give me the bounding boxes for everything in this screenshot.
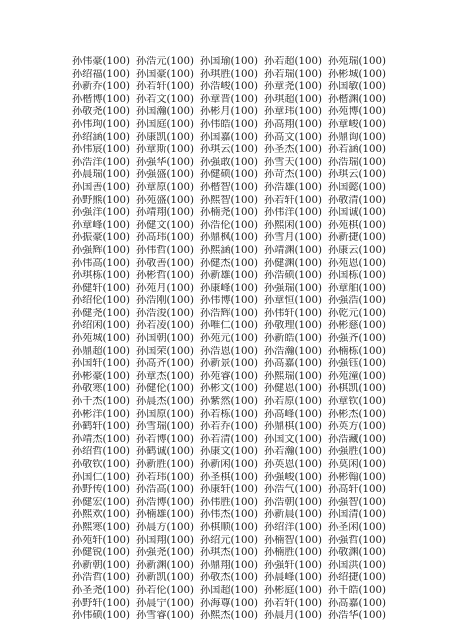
name-score-entry: 孙国文(100) <box>264 433 322 445</box>
name-score-entry: 孙莫闲(100) <box>328 459 386 470</box>
name-score-entry: 孙靖翔(100) <box>136 207 194 219</box>
name-score-entry: 孙浩伦(100) <box>200 219 258 231</box>
name-score-entry: 孙新皓(100) <box>264 333 322 345</box>
name-score-entry: 孙琪云(100) <box>200 144 258 156</box>
name-score-entry: 孙苑瑞(100) <box>328 56 386 67</box>
name-score-entry: 孙健伦(100) <box>136 383 194 395</box>
name-score-entry: 孙晨宁(100) <box>136 597 194 609</box>
name-score-entry: 孙浩高(100) <box>136 484 194 496</box>
name-score-entry: 孙敬理(100) <box>264 320 322 332</box>
name-score-entry: 孙康文(100) <box>200 446 258 458</box>
name-score-entry: 孙绍洋(100) <box>264 521 322 533</box>
name-score-entry: 孙琪超(100) <box>264 93 322 105</box>
name-score-entry: 孙国翔(100) <box>136 534 194 546</box>
name-score-entry: 孙若轩(100) <box>264 194 322 206</box>
name-score-entry: 孙敬钦(100) <box>72 459 130 470</box>
name-score-entry: 孙健文(100) <box>136 219 194 231</box>
name-score-entry: 孙新乔(100) <box>72 81 130 93</box>
name-score-entry: 孙新胜(100) <box>136 459 194 470</box>
name-score-entry: 孙强轩(100) <box>264 559 322 571</box>
name-score-entry: 孙熙瑞(100) <box>264 370 322 382</box>
name-score-entry: 孙绍闲(100) <box>72 320 130 332</box>
name-score-entry: 孙康凯(100) <box>136 131 194 143</box>
name-score-entry: 孙熙欢(100) <box>72 509 130 521</box>
name-score-entry: 孙靖杰(100) <box>72 433 130 445</box>
name-score-entry: 孙棋顺(100) <box>200 521 258 533</box>
name-score-entry: 孙熙杰(100) <box>200 610 258 622</box>
name-score-entry: 孙绍伦(100) <box>72 295 130 307</box>
name-score-entry: 孙国懿(100) <box>328 181 386 193</box>
name-score-entry: 孙楷博(100) <box>72 93 130 105</box>
name-score-entry: 孙强哲(100) <box>328 534 386 546</box>
name-score-entry: 孙强峻(100) <box>264 471 322 483</box>
name-score-entry: 孙熙智(100) <box>200 194 258 206</box>
name-score-entry: 孙若玮(100) <box>136 471 194 483</box>
name-score-entry: 孙伟胜(100) <box>200 496 258 508</box>
name-score-entry: 孙绍涵(100) <box>72 131 130 143</box>
name-score-entry: 孙彬杰(100) <box>328 408 386 420</box>
name-score-list <box>72 56 402 623</box>
name-score-entry: 孙健渊(100) <box>264 257 322 269</box>
name-score-entry: 孙强钰(100) <box>328 358 386 370</box>
name-score-entry: 孙熙闲(100) <box>264 219 322 231</box>
name-score-entry: 孙强敢(100) <box>200 156 258 168</box>
name-score-entry: 孙鼎翔(100) <box>200 559 258 571</box>
name-score-entry: 孙若乔(100) <box>200 421 258 433</box>
name-score-entry: 孙伟珣(100) <box>72 118 130 130</box>
name-score-entry: 孙晨杰(100) <box>136 396 194 408</box>
name-score-entry: 孙国轩(100) <box>72 358 130 370</box>
name-score-entry: 孙楠胜(100) <box>264 547 322 559</box>
name-score-entry: 孙雪瑞(100) <box>136 421 194 433</box>
name-score-entry: 孙若原(100) <box>264 396 322 408</box>
name-score-entry: 孙新闲(100) <box>200 459 258 470</box>
name-score-entry: 孙英方(100) <box>328 421 386 433</box>
name-score-entry: 孙浩硕(100) <box>264 270 322 282</box>
name-score-entry: 孙千杰(100) <box>72 396 130 408</box>
name-score-entry: 孙健宏(100) <box>72 496 130 508</box>
name-score-entry: 孙圣杰(100) <box>264 144 322 156</box>
name-score-entry: 孙浩峻(100) <box>200 81 258 93</box>
name-score-entry: 孙紫然(100) <box>200 396 258 408</box>
name-score-entry: 孙康云(100) <box>328 244 386 256</box>
name-score-entry: 孙彬城(100) <box>328 68 386 80</box>
name-score-entry: 孙浩雄(100) <box>264 181 322 193</box>
name-score-entry: 孙章尧(100) <box>264 81 322 93</box>
name-score-entry: 孙国诚(100) <box>328 207 386 219</box>
name-score-entry: 孙圣闲(100) <box>328 521 386 533</box>
name-score-entry: 孙英恩(100) <box>264 459 322 470</box>
name-score-entry: 孙若轩(100) <box>264 597 322 609</box>
name-score-entry: 孙健硕(100) <box>200 169 258 181</box>
name-score-entry: 孙伟杰(100) <box>200 509 258 521</box>
name-score-entry: 孙苑棋(100) <box>328 219 386 231</box>
name-score-entry: 孙国清(100) <box>328 509 386 521</box>
name-score-entry: 孙若瑞(100) <box>264 68 322 80</box>
name-score-entry: 孙高文(100) <box>264 131 322 143</box>
name-score-entry: 孙敬清(100) <box>328 194 386 206</box>
name-score-entry: 孙乾元(100) <box>328 307 386 319</box>
name-score-entry: 孙琪云(100) <box>328 169 386 181</box>
name-score-entry: 孙高峰(100) <box>264 408 322 420</box>
name-score-entry: 孙伟宸(100) <box>72 144 130 156</box>
name-score-entry: 孙野熊(100) <box>72 194 130 206</box>
name-score-entry: 孙章钦(100) <box>328 396 386 408</box>
name-score-entry: 孙强智(100) <box>328 496 386 508</box>
name-score-entry: 孙章舶(100) <box>328 282 386 294</box>
name-score-entry: 孙雪月(100) <box>264 232 322 244</box>
name-score-entry: 孙健杰(100) <box>200 257 258 269</box>
name-score-entry: 孙新渊(100) <box>136 559 194 571</box>
name-score-entry: 孙新凯(100) <box>136 572 194 584</box>
name-score-entry: 孙圣尧(100) <box>72 584 130 596</box>
name-score-entry: 孙苑月(100) <box>136 282 194 294</box>
name-score-entry: 孙章恒(100) <box>264 295 322 307</box>
name-score-entry: 孙高玮(100) <box>136 232 194 244</box>
name-score-entry: 孙海尊(100) <box>200 597 258 609</box>
name-score-entry: 孙若凌(100) <box>136 320 194 332</box>
name-score-entry: 孙浩朝(100) <box>264 496 322 508</box>
name-score-entry: 孙国嘉(100) <box>200 131 258 143</box>
name-score-entry: 孙伟豪(100) <box>72 56 130 67</box>
name-score-entry: 孙绍捷(100) <box>328 572 386 584</box>
name-score-entry: 孙鼎超(100) <box>72 345 130 357</box>
name-score-entry: 孙琪杰(100) <box>200 547 258 559</box>
name-score-entry: 孙国超(100) <box>200 584 258 596</box>
name-score-entry: 孙伟洋(100) <box>264 207 322 219</box>
name-score-entry: 孙新景(100) <box>200 358 258 370</box>
name-score-entry: 孙绍福(100) <box>72 68 130 80</box>
name-score-entry: 孙国荣(100) <box>136 345 194 357</box>
name-score-entry: 孙国原(100) <box>136 408 194 420</box>
name-score-entry: 孙浩浚(100) <box>136 307 194 319</box>
name-score-entry: 孙国朝(100) <box>136 333 194 345</box>
name-score-entry: 孙国瑜(100) <box>200 56 258 67</box>
name-score-entry: 孙棋凯(100) <box>328 383 386 395</box>
name-score-entry: 孙伟哲(100) <box>136 244 194 256</box>
name-score-entry: 孙苑元(100) <box>200 333 258 345</box>
name-score-entry: 孙楷智(100) <box>200 181 258 193</box>
name-score-entry: 孙健尧(100) <box>72 307 130 319</box>
name-score-entry: 孙高齐(100) <box>136 358 194 370</box>
name-score-entry: 孙浩哲(100) <box>72 572 130 584</box>
name-score-entry: 孙楠智(100) <box>264 534 322 546</box>
name-score-entry: 孙楷渊(100) <box>328 93 386 105</box>
name-score-entry: 孙强盛(100) <box>136 169 194 181</box>
name-score-entry: 孙国豪(100) <box>136 68 194 80</box>
name-score-entry: 孙若轩(100) <box>136 81 194 93</box>
name-score-entry: 孙彬文(100) <box>200 383 258 395</box>
name-score-entry: 孙晨峰(100) <box>264 572 322 584</box>
name-score-entry: 孙熙涵(100) <box>200 244 258 256</box>
name-score-entry: 孙琪胜(100) <box>200 68 258 80</box>
name-score-entry: 孙苑城(100) <box>72 333 130 345</box>
name-score-entry: 孙国仁(100) <box>72 471 130 483</box>
name-score-entry: 孙琪栋(100) <box>72 270 130 282</box>
name-score-entry: 孙唯仁(100) <box>200 320 258 332</box>
name-score-entry: 孙野传(100) <box>72 484 130 496</box>
name-score-entry: 孙伟硕(100) <box>72 610 130 622</box>
name-score-entry: 孙彬豪(100) <box>72 370 130 382</box>
name-score-entry: 孙浩刚(100) <box>136 295 194 307</box>
name-score-entry: 孙敬渊(100) <box>328 547 386 559</box>
name-score-entry: 孙伟高(100) <box>72 257 130 269</box>
name-score-entry: 孙高翔(100) <box>264 118 322 130</box>
name-score-entry: 孙苛杰(100) <box>264 169 322 181</box>
name-score-entry: 孙国敏(100) <box>328 81 386 93</box>
name-score-entry: 孙苑潼(100) <box>328 370 386 382</box>
name-score-entry: 孙章斯(100) <box>136 144 194 156</box>
name-score-entry: 孙若清(100) <box>200 433 258 445</box>
name-score-entry: 孙强齐(100) <box>328 333 386 345</box>
name-score-entry: 孙健锐(100) <box>72 547 130 559</box>
name-score-entry: 孙鼎枫(100) <box>200 232 258 244</box>
name-score-entry: 孙国栋(100) <box>328 270 386 282</box>
name-score-entry: 孙彬庭(100) <box>264 584 322 596</box>
name-score-entry: 孙章杰(100) <box>136 370 194 382</box>
name-score-entry: 孙圣棋(100) <box>200 471 258 483</box>
name-score-entry: 孙浩瑞(100) <box>328 156 386 168</box>
name-score-entry: 孙若栋(100) <box>200 408 258 420</box>
name-score-entry: 孙浩华(100) <box>328 610 386 622</box>
name-score-entry: 孙康峰(100) <box>200 282 258 294</box>
name-score-entry: 孙国瀚(100) <box>136 106 194 118</box>
name-score-entry: 孙楠尧(100) <box>200 207 258 219</box>
name-score-entry: 孙鼎棋(100) <box>264 421 322 433</box>
name-score-entry: 孙章峰(100) <box>72 219 130 231</box>
name-score-entry: 孙振豪(100) <box>72 232 130 244</box>
name-score-entry: 孙新捷(100) <box>328 232 386 244</box>
name-score-entry: 孙晨方(100) <box>136 521 194 533</box>
name-score-entry: 孙高轩(100) <box>328 484 386 496</box>
name-score-entry: 孙苑盛(100) <box>136 194 194 206</box>
name-score-entry: 孙章原(100) <box>136 181 194 193</box>
name-score-entry: 孙敬善(100) <box>136 257 194 269</box>
name-score-entry: 孙康轩(100) <box>200 484 258 496</box>
name-score-entry: 孙苑博(100) <box>328 106 386 118</box>
name-score-entry: 孙若文(100) <box>136 93 194 105</box>
name-score-entry: 孙强尧(100) <box>136 547 194 559</box>
name-score-entry: 孙强洋(100) <box>72 207 130 219</box>
name-score-entry: 孙绍哲(100) <box>72 446 130 458</box>
name-score-entry: 孙强华(100) <box>136 156 194 168</box>
name-score-entry: 孙熙寒(100) <box>72 521 130 533</box>
name-score-entry: 孙强胜(100) <box>328 446 386 458</box>
name-score-entry: 孙国洪(100) <box>328 559 386 571</box>
name-score-entry: 孙章峻(100) <box>328 118 386 130</box>
name-score-entry: 孙浩元(100) <box>136 56 194 67</box>
name-score-entry: 孙健轩(100) <box>72 282 130 294</box>
name-score-entry: 孙强瑞(100) <box>264 282 322 294</box>
name-score-entry: 孙浩辉(100) <box>200 307 258 319</box>
name-score-entry: 孙苑睿(100) <box>200 370 258 382</box>
name-score-entry: 孙彬慈(100) <box>328 320 386 332</box>
name-score-entry: 孙浩藏(100) <box>328 433 386 445</box>
name-score-entry: 孙浩恩(100) <box>200 345 258 357</box>
name-score-entry: 孙敬杰(100) <box>200 572 258 584</box>
name-score-entry: 孙晨月(100) <box>264 610 322 622</box>
name-score-entry: 孙伟轩(100) <box>264 307 322 319</box>
name-score-entry: 孙鼎询(100) <box>328 131 386 143</box>
name-score-entry: 孙晨瑞(100) <box>72 169 130 181</box>
name-score-entry: 孙浩洋(100) <box>72 156 130 168</box>
name-score-entry: 孙若涵(100) <box>328 144 386 156</box>
name-score-entry: 孙敬寒(100) <box>72 383 130 395</box>
name-score-entry: 孙彬洋(100) <box>72 408 130 420</box>
name-score-entry: 孙高嘉(100) <box>264 358 322 370</box>
name-score-entry: 孙浩博(100) <box>136 496 194 508</box>
name-score-entry: 孙新雄(100) <box>200 270 258 282</box>
name-score-entry: 孙野轩(100) <box>72 597 130 609</box>
name-score-entry: 孙若伦(100) <box>136 584 194 596</box>
name-score-entry: 孙健恩(100) <box>264 383 322 395</box>
name-score-entry: 孙章玮(100) <box>264 106 322 118</box>
name-score-entry: 孙彬月(100) <box>200 106 258 118</box>
name-score-entry: 孙苑恩(100) <box>328 257 386 269</box>
name-score-entry: 孙高嘉(100) <box>328 597 386 609</box>
name-score-entry: 孙浩瀚(100) <box>264 345 322 357</box>
name-score-entry: 孙雪天(100) <box>264 156 322 168</box>
name-score-entry: 孙伟皓(100) <box>200 118 258 130</box>
name-score-entry: 孙若瀚(100) <box>264 446 322 458</box>
name-score-entry: 孙鹤诚(100) <box>136 446 194 458</box>
name-score-entry: 孙国善(100) <box>72 181 130 193</box>
name-score-entry: 孙若超(100) <box>264 56 322 67</box>
name-score-entry: 孙楠栋(100) <box>328 345 386 357</box>
name-score-entry: 孙鹤轩(100) <box>72 421 130 433</box>
name-score-entry: 孙雪睿(100) <box>136 610 194 622</box>
name-score-entry: 孙新晨(100) <box>264 509 322 521</box>
name-score-entry: 孙章晋(100) <box>200 93 258 105</box>
name-score-entry: 孙靖渊(100) <box>264 244 322 256</box>
name-score-entry: 孙国庭(100) <box>136 118 194 130</box>
name-score-entry: 孙强辉(100) <box>72 244 130 256</box>
name-score-entry: 孙若博(100) <box>136 433 194 445</box>
name-score-entry: 孙彬翰(100) <box>328 471 386 483</box>
name-score-entry: 孙千皓(100) <box>328 584 386 596</box>
name-score-entry: 孙彬哲(100) <box>136 270 194 282</box>
name-score-entry: 孙新朝(100) <box>72 559 130 571</box>
name-score-entry: 孙苑轩(100) <box>72 534 130 546</box>
name-score-entry: 孙绍元(100) <box>200 534 258 546</box>
name-score-entry: 孙强浩(100) <box>328 295 386 307</box>
name-score-entry: 孙浩气(100) <box>264 484 322 496</box>
name-score-entry: 孙伟博(100) <box>200 295 258 307</box>
name-score-entry: 孙敬尧(100) <box>72 106 130 118</box>
name-score-entry: 孙楠雄(100) <box>136 509 194 521</box>
